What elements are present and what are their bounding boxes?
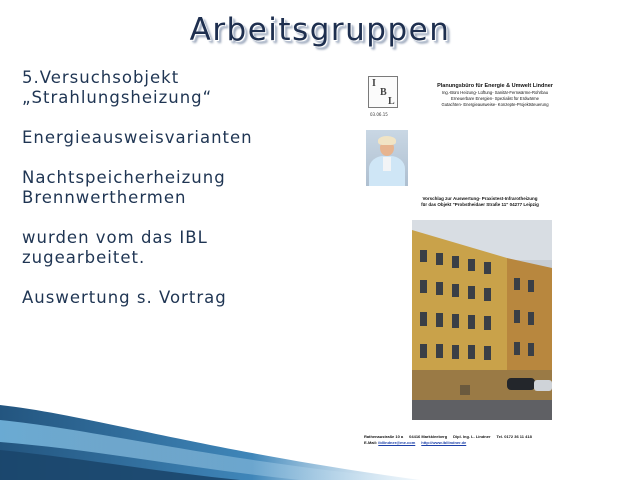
- bullet-line: 5.Versuchsobjekt: [22, 68, 180, 87]
- embedded-document: [360, 70, 570, 450]
- decorative-swoosh: [0, 380, 420, 480]
- bullet-line: wurden vom das IBL: [22, 228, 208, 247]
- bullet-line: „Strahlungsheizung“: [22, 88, 213, 107]
- email-link[interactable]: ibllindner@me.com: [378, 440, 416, 445]
- bullet-line: Auswertung s. Vortrag: [22, 288, 227, 307]
- bullet-line: zugearbeitet.: [22, 248, 146, 267]
- building-photo: [412, 220, 552, 420]
- website-link[interactable]: http://www.ibllindner.de: [421, 440, 467, 445]
- slide-title: Arbeitsgruppen: [189, 12, 451, 48]
- company-line: Erneuerbare Energien- Spezialist für Erdwärme: [451, 96, 539, 101]
- ibl-logo: I B L: [368, 76, 398, 108]
- document-footer: Rathenaustraße 10 a 04416 Markkleeberg Dipl. Ing. L. Lindner Tel. 0172 36 11 418 E-Mail: ibllindner@me.com http://www.ibllindner.de: [364, 434, 532, 445]
- company-line: Gutachten- Energieausweise- Konzepte-Projektsteuerung: [441, 102, 549, 107]
- logo-date: 03.06.15: [370, 112, 388, 117]
- bullet-list: [22, 68, 342, 308]
- company-header: [420, 82, 570, 108]
- bullet-line: Nachtspeicherheizung: [22, 168, 226, 187]
- company-line: Ing.-Büro Heizung- Lüftung- Sanitär-Fernwärme-Rohrbau: [441, 90, 549, 95]
- bullet-line: Energieausweisvarianten: [22, 128, 253, 147]
- proposal-heading: Vorschlag zur Auswertung- Praxistest-Infrarotheizung für das Objekt "Probstheidaer Straße 11" 04277 Leipzig: [421, 196, 539, 207]
- company-name: Planungsbüro für Energie & Umwelt Lindner: [437, 83, 553, 89]
- bullet-line: Brennwerthermen: [22, 188, 187, 207]
- portrait-photo: [366, 130, 408, 186]
